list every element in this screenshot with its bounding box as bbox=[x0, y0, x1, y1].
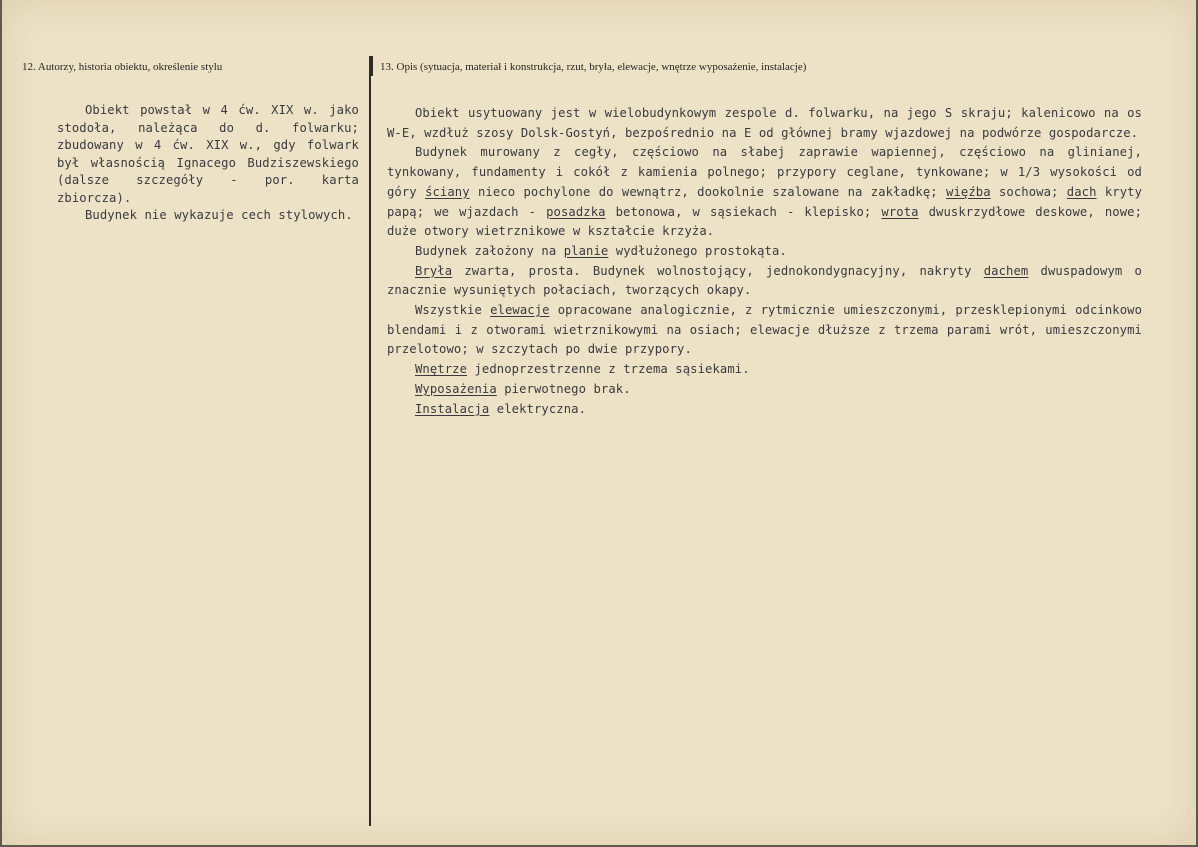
interior-paragraph bbox=[387, 360, 1142, 380]
material-text: kryty papą; we wjazdach - bbox=[387, 184, 1143, 219]
term-planie: planie bbox=[563, 243, 609, 258]
column-divider bbox=[369, 56, 371, 826]
material-paragraph bbox=[387, 143, 1142, 242]
elevations-paragraph bbox=[387, 301, 1142, 360]
section-13-header: 13. Opis (sytuacja, materiał i konstrukcja, rzut, bryła, elewacje, wnętrze wyposażenie, instalacje) bbox=[380, 61, 807, 73]
elevations-text: opracowane analogicznie, z rytmicznie umieszczonymi, przesklepionymi odcinkowo blendami i z otworami wietrznikowymi na osiach; elewacje dłuższe z trzema parami wrót, umieszczonymi przelotowo; w szczytach po dwie przypory. bbox=[387, 303, 1143, 357]
term-elewacje: elewacje bbox=[490, 303, 550, 318]
location-paragraph: Obiekt usytuowany jest w wielobudynkowym zespole d. folwarku, na jego S skraju; kalenicowo na os W-E, wzdłuż szosy Dolsk-Gostyń, bezpośrednio na E od głównej bramy wjazdowej na podwórze gospodarcze. bbox=[387, 106, 1142, 140]
plan-text: Budynek założony na bbox=[415, 243, 564, 258]
term-sciany: ściany bbox=[425, 184, 470, 199]
furnishing-paragraph bbox=[387, 380, 1142, 400]
column-divider-tick bbox=[371, 56, 373, 76]
material-text: betonowa, w sąsiekach - klepisko; bbox=[605, 204, 882, 219]
term-wiezba: więźba bbox=[946, 184, 991, 199]
elevations-text: Wszystkie bbox=[415, 303, 491, 318]
term-wyposazenia: Wyposażenia bbox=[415, 381, 497, 396]
plan-paragraph bbox=[387, 242, 1142, 262]
term-wnetrze: Wnętrze bbox=[415, 362, 468, 377]
massing-text: dwuspadowym o znacznie wysuniętych połaciach, tworzących okapy. bbox=[387, 263, 1142, 298]
history-paragraph: Obiekt powstał w 4 ćw. XIX w. jako stodoła, należąca do d. folwarku; zbudowany w 4 ćw. XIX w., gdy folwark był własnością Ignacego Budziszewskiego (dalsze szczegóły - por. karta zbiorcza). bbox=[57, 103, 359, 205]
section-12-body bbox=[57, 102, 359, 225]
massing-paragraph bbox=[387, 262, 1142, 301]
term-instalacja: Instalacja bbox=[415, 401, 490, 416]
term-dachem: dachem bbox=[983, 263, 1029, 278]
record-card bbox=[2, 0, 1196, 845]
term-posadzka: posadzka bbox=[546, 204, 606, 219]
material-text: sochowa; bbox=[990, 184, 1067, 199]
installation-text: elektryczna. bbox=[489, 401, 587, 416]
plan-text: wydłużonego prostokąta. bbox=[608, 243, 787, 258]
section-13-body bbox=[387, 104, 1142, 419]
material-text: Budynek murowany z cegły, częściowo na słabej zaprawie wapiennej, częściowo na glinianej, tynkowany, fundamenty i cokół z kamienia polnego; przypory ceglane, tynkowane; w 1/3 wysokości od góry bbox=[387, 145, 1142, 199]
installation-paragraph bbox=[387, 400, 1142, 420]
material-text: dwuskrzydłowe deskowe, nowe; duże otwory wietrznikowe w kształcie krzyża. bbox=[387, 204, 1143, 239]
term-wrota: wrota bbox=[881, 204, 919, 219]
section-12-header: 12. Autorzy, historia obiektu, określenie stylu bbox=[22, 61, 223, 73]
term-bryla: Bryła bbox=[415, 263, 453, 278]
term-dach: dach bbox=[1066, 184, 1097, 199]
material-text: nieco pochylone do wewnątrz, dookolnie szalowane na zakładkę; bbox=[469, 184, 947, 199]
massing-text: zwarta, prosta. Budynek wolnostojący, jednokondygnacyjny, nakryty bbox=[452, 263, 984, 278]
style-paragraph: Budynek nie wykazuje cech stylowych. bbox=[85, 208, 353, 222]
interior-text: jednoprzestrzenne z trzema sąsiekami. bbox=[467, 362, 750, 377]
furnishing-text: pierwotnego brak. bbox=[496, 381, 631, 396]
